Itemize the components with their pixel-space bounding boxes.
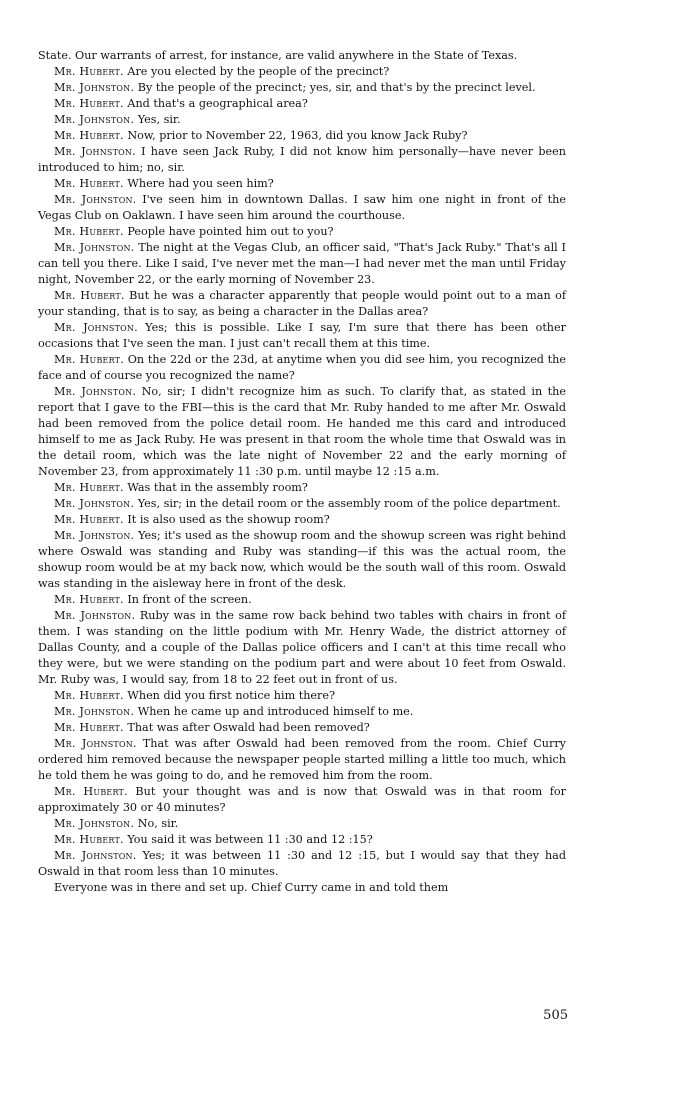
speech-text: When he came up and introduced himself to me. — [137, 705, 414, 718]
speaker-label: Mr. Johnston. — [54, 321, 138, 334]
speaker-label: Mr. Johnston. — [54, 609, 136, 622]
speaker-label: Mr. Johnston. — [54, 145, 136, 158]
speech-text: Now, prior to November 22, 1963, did you know Jack Ruby? — [127, 129, 468, 142]
speech-text: Are you elected by the people of the precinct? — [127, 65, 390, 78]
testimony-line-johnston — [38, 496, 566, 512]
speech-text: But your thought was and is now that Oswald was in that room for approximately 30 or 40 minutes? — [38, 785, 566, 814]
testimony-line-hubert — [38, 784, 566, 816]
speaker-label: Mr. Hubert. — [54, 177, 124, 190]
testimony-line-hubert — [38, 832, 566, 848]
speaker-label: Mr. Johnston. — [54, 497, 135, 510]
speech-text: Yes; it's used as the showup room and the showup screen was right behind where Oswald was standing and Ruby was standing—if this was the actual room, the showup room would be at my back now, which would be the south wall of this room. Oswald was standing in the aisleway here in front of the desk. — [38, 529, 566, 590]
speaker-label: Mr. Hubert. — [54, 689, 124, 702]
testimony-line-johnston — [38, 848, 566, 880]
speaker-label: Mr. Johnston. — [54, 849, 137, 862]
testimony-line-hubert — [38, 128, 566, 144]
testimony-line-hubert — [38, 688, 566, 704]
speech-text: You said it was between 11 :30 and 12 :15? — [127, 833, 373, 846]
testimony-line-johnston — [38, 240, 566, 288]
speech-text: People have pointed him out to you? — [127, 225, 334, 238]
speech-text: State. Our warrants of arrest, for instance, are valid anywhere in the State of Texas. — [38, 49, 518, 62]
speech-text: That was after Oswald had been removed from the room. Chief Curry ordered him removed because the newspaper people started milling a little too much, which he told them he was going to do, and he removed him from the room. — [38, 737, 566, 782]
testimony-line-johnston — [38, 528, 566, 592]
speech-text: Ruby was in the same row back behind two tables with chairs in front of them. I was standing on the little podium with Mr. Henry Wade, the district attorney of Dallas County, and a couple of the Dallas police officers and I can't at this time recall who they were, but we were standing on the podium part and were about 10 feet from Oswald. Mr. Ruby was, I would say, from 18 to 22 feet out in front of us. — [38, 609, 566, 686]
speech-text: By the people of the precinct; yes, sir, and that's by the precinct level. — [137, 81, 536, 94]
testimony-line-johnston — [38, 608, 566, 688]
testimony-line-hubert — [38, 352, 566, 384]
speech-text: Yes, sir; in the detail room or the assembly room of the police department. — [137, 497, 561, 510]
speech-text: Where had you seen him? — [127, 177, 274, 190]
testimony-line-hubert — [38, 176, 566, 192]
speaker-label: Mr. Johnston. — [54, 385, 137, 398]
speaker-label: Mr. Hubert. — [54, 513, 124, 526]
speaker-label: Mr. Johnston. — [54, 81, 135, 94]
speech-text: The night at the Vegas Club, an officer said, "That's Jack Ruby." That's all I can tell you there. Like I said, I've never met the man—I had never met the man until Friday night, November 22, or the early morning of November 23. — [38, 241, 566, 286]
transcript-body — [38, 48, 566, 896]
speech-text: In front of the screen. — [127, 593, 252, 606]
testimony-line-hubert — [38, 96, 566, 112]
speaker-label: Mr. Hubert. — [54, 225, 124, 238]
speech-text: That was after Oswald had been removed? — [127, 721, 370, 734]
speaker-label: Mr. Johnston. — [54, 193, 137, 206]
speaker-label: Mr. Hubert. — [54, 833, 124, 846]
testimony-line-hubert — [38, 288, 566, 320]
testimony-line-johnston — [38, 144, 566, 176]
speech-text: On the 22d or the 23d, at anytime when you did see him, you recognized the face and of course you recognized the name? — [38, 353, 566, 382]
testimony-line-johnston — [38, 736, 566, 784]
speaker-label: Mr. Hubert. — [54, 721, 124, 734]
speech-text: Everyone was in there and set up. Chief Curry came in and told them — [54, 881, 449, 894]
testimony-line-hubert — [38, 64, 566, 80]
testimony-line-johnston — [38, 384, 566, 480]
speech-text: But he was a character apparently that people would point out to a man of your standing, that is to say, as being a character in the Dallas area? — [38, 289, 566, 318]
speech-text: No, sir; I didn't recognize him as such. To clarify that, as stated in the report that I gave to the FBI—this is the card that Mr. Ruby handed to me after Mr. Oswald had been removed from the police detail room. He handed me this card and introduced himself to me as Jack Ruby. He was present in that room the whole time that Oswald was in the detail room, which was the late night of November 22 and the early morning of November 23, from approximately 11 :30 p.m. until maybe 12 :15 a.m. — [38, 385, 566, 478]
speaker-label: Mr. Hubert. — [54, 97, 124, 110]
speaker-label: Mr. Hubert. — [54, 481, 124, 494]
speech-text: Yes; it was between 11 :30 and 12 :15, but I would say that they had Oswald in that room less than 10 minutes. — [38, 849, 566, 878]
testimony-line-hubert — [38, 224, 566, 240]
speaker-label: Mr. Johnston. — [54, 817, 135, 830]
testimony-paragraph — [38, 48, 566, 64]
testimony-line-johnston — [38, 80, 566, 96]
speech-text: Was that in the assembly room? — [127, 481, 308, 494]
speaker-label: Mr. Hubert. — [54, 353, 124, 366]
speaker-label: Mr. Hubert. — [54, 289, 125, 302]
testimony-paragraph — [38, 880, 566, 896]
speaker-label: Mr. Hubert. — [54, 785, 128, 798]
speech-text: And that's a geographical area? — [127, 97, 308, 110]
speaker-label: Mr. Hubert. — [54, 129, 124, 142]
speech-text: It is also used as the showup room? — [127, 513, 330, 526]
testimony-line-johnston — [38, 704, 566, 720]
speaker-label: Mr. Johnston. — [54, 241, 135, 254]
speaker-label: Mr. Johnston. — [54, 529, 135, 542]
page-number: 505 — [543, 1008, 568, 1023]
testimony-line-hubert — [38, 512, 566, 528]
speaker-label: Mr. Johnston. — [54, 737, 137, 750]
speech-text: I've seen him in downtown Dallas. I saw him one night in front of the Vegas Club on Oaklawn. I have seen him around the courthouse. — [38, 193, 566, 222]
speech-text: No, sir. — [137, 817, 179, 830]
speaker-label: Mr. Johnston. — [54, 705, 135, 718]
speech-text: I have seen Jack Ruby, I did not know him personally—have never been introduced to him; no, sir. — [38, 145, 566, 174]
testimony-line-johnston — [38, 112, 566, 128]
speaker-label: Mr. Hubert. — [54, 65, 124, 78]
testimony-line-johnston — [38, 192, 566, 224]
speaker-label: Mr. Johnston. — [54, 113, 135, 126]
testimony-line-johnston — [38, 816, 566, 832]
speech-text: Yes; this is possible. Like I say, I'm sure that there has been other occasions that I've seen the man. I just can't recall them at this time. — [38, 321, 566, 350]
speaker-label: Mr. Hubert. — [54, 593, 124, 606]
speech-text: Yes, sir. — [137, 113, 181, 126]
testimony-line-hubert — [38, 480, 566, 496]
testimony-line-hubert — [38, 720, 566, 736]
testimony-line-hubert — [38, 592, 566, 608]
speech-text: When did you first notice him there? — [127, 689, 336, 702]
testimony-line-johnston — [38, 320, 566, 352]
